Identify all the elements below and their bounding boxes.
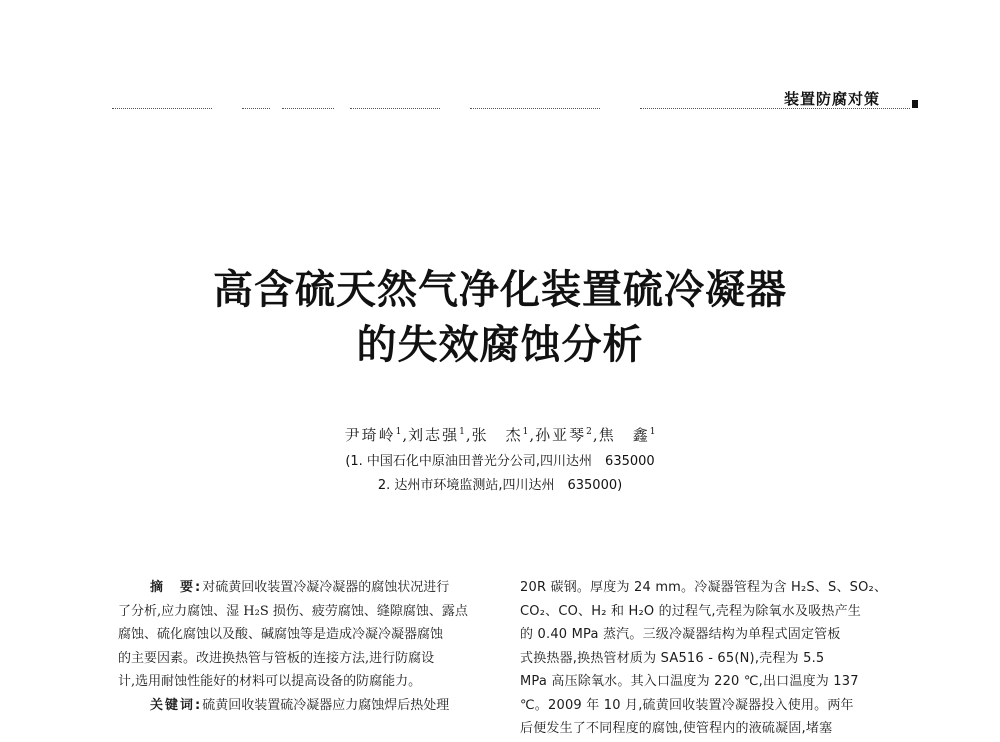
body-line: CO₂、CO、H₂ 和 H₂O 的过程气,壳程为除氧水及吸热产生	[520, 603, 861, 619]
header-rule-mid	[242, 108, 270, 109]
section-marker-icon	[912, 100, 918, 108]
author-affiliation-mark: 1	[522, 427, 529, 437]
author-list: 尹琦岭$^1$,刘志强$^1$,张 杰$^1$,孙亚琴$^2$,焦 鑫$^1$	[344, 426, 656, 444]
header-rule-mid3	[350, 108, 440, 109]
affiliation-2: 2. 达州市环境监测站,四川达州 635000)	[377, 478, 623, 493]
author-name: 张 杰	[471, 426, 523, 444]
body-line: ℃。2009 年 10 月,硫黄回收装置冷凝器投入使用。两年	[520, 697, 854, 713]
keywords-line	[118, 694, 494, 718]
abstract-line	[118, 576, 494, 600]
header-rule-mid4	[470, 108, 600, 109]
body-line: 的 0.40 MPa 蒸汽。三级冷凝器结构为单程式固定管板	[520, 627, 841, 642]
abstract-line: 了分析,应力腐蚀、湿 H₂S 损伤、疲劳腐蚀、缝隙腐蚀、露点	[118, 603, 468, 619]
header-rule-left	[112, 108, 212, 109]
author-affiliation-mark: 1	[459, 427, 465, 437]
body-line: 20R 碳钢。厚度为 24 mm。冷凝器管程为含 H₂S、S、SO₂、	[520, 580, 888, 595]
author-name: 尹琦岭	[344, 426, 396, 444]
body-line: 式换热器,换热管材质为 SA516 - 65(N),壳程为 5.5	[520, 650, 825, 666]
body-column	[520, 576, 900, 741]
header-rule-mid2	[282, 108, 334, 109]
keywords-text: 硫黄回收装置硫冷凝器应力腐蚀焊后热处理	[202, 697, 450, 713]
author-affiliation-mark: 1	[649, 427, 656, 437]
abstract-text: 对硫黄回收装置冷凝冷凝器的腐蚀状况进行	[202, 580, 450, 595]
abstract-line: 腐蚀、硫化腐蚀以及酸、碱腐蚀等是造成冷凝冷凝器腐蚀	[118, 627, 444, 642]
author-affiliation-mark: 2	[586, 427, 592, 437]
abstract-label: 摘 要:	[150, 580, 203, 595]
abstract-line: 计,选用耐蚀性能好的材料可以提高设备的防腐能力。	[118, 674, 422, 689]
body-line: 后便发生了不同程度的腐蚀,使管程内的液硫凝固,堵塞	[520, 721, 833, 736]
abstract-line: 的主要因素。改进换热管与管板的连接方法,进行防腐设	[118, 650, 435, 666]
abstract-column	[118, 576, 494, 717]
author-name: 刘志强	[408, 426, 460, 444]
section-title: 装置防腐对策	[783, 90, 880, 108]
keywords-label: 关键词:	[150, 697, 203, 713]
author-name: 孙亚琴	[535, 426, 587, 444]
affiliation-1: (1. 中国石化中原油田普光分公司,四川达州 635000	[345, 454, 655, 469]
author-affiliation-mark: 1	[395, 427, 402, 437]
paper-title-line1: 高含硫天然气净化装置硫冷凝器	[213, 266, 787, 313]
paper-title-line2: 的失效腐蚀分析	[356, 321, 644, 368]
author-name: 焦 鑫	[598, 426, 650, 444]
body-line: MPa 高压除氧水。其入口温度为 220 ℃,出口温度为 137	[520, 674, 859, 689]
